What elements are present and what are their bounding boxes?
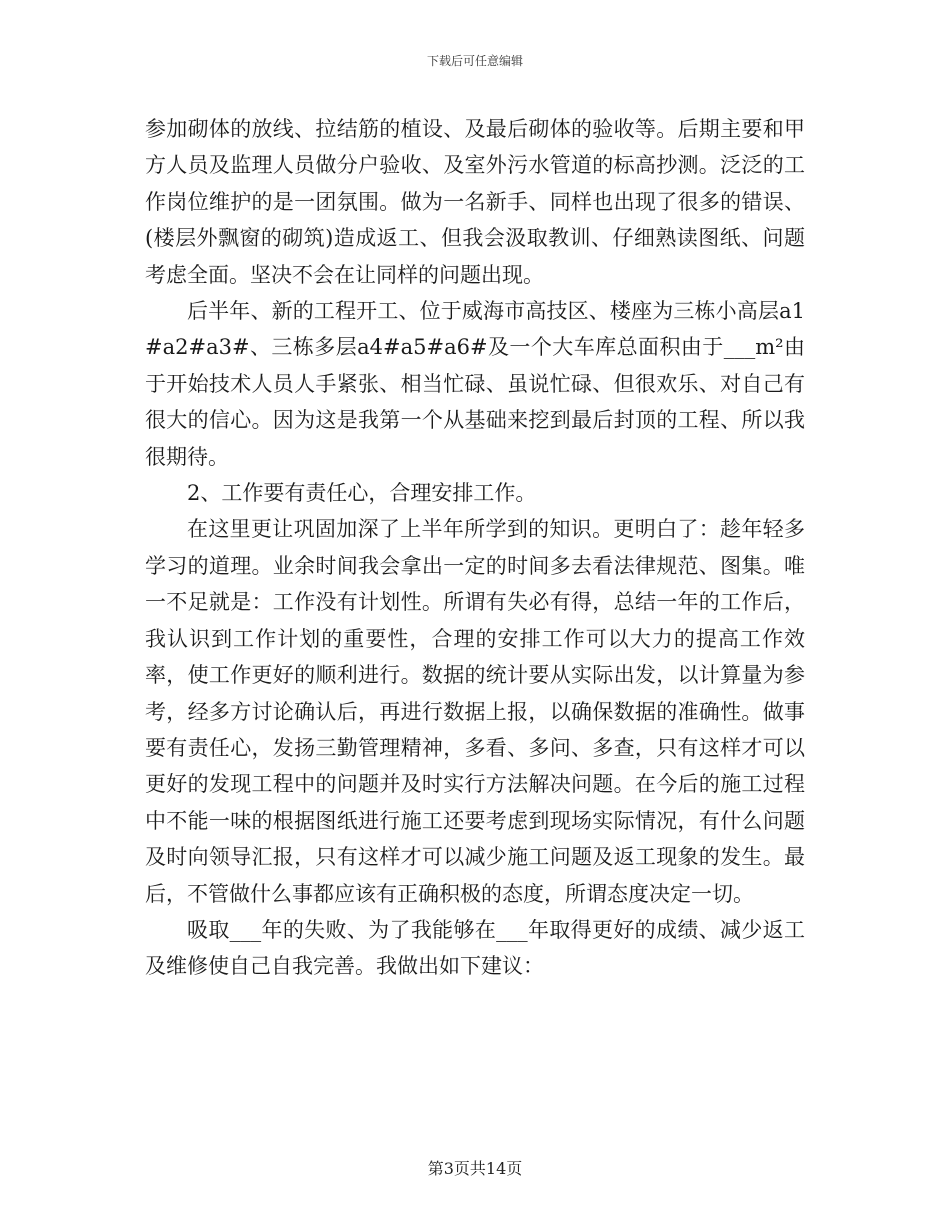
paragraph-3: 在这里更让巩固加深了上半年所学到的知识。更明白了：趁年轻多学习的道理。业余时间我会拿出一定的时间多去看法律规范、图集。唯一不足就是：工作没有计划性。所谓有失必有得，总结一年的工作后，我认识到工作计划的重要性，合理的安排工作可以大力的提高工作效率，使工作更好的顺利进行。数据的统计要从实际出发，以计算量为参考，经多方讨论确认后，再进行数据上报，以确保数据的准确性。做事要有责任心，发扬三勤管理精神，多看、多问、多查，只有这样才可以更好的发现工程中的问题并及时实行方法解决问题。在今后的施工过程中不能一味的根据图纸进行施工还要考虑到现场实际情况，有什么问题及时向领导汇报，只有这样才可以减少施工问题及返工现象的发生。最后，不管做什么事都应该有正确积极的态度，所谓态度决定一切。 <box>145 517 805 906</box>
paragraph-2: 后半年、新的工程开工、位于威海市高技区、楼座为三栋小高层a1#a2#a3#、三栋多层a4#a5#a6#及一个大车库总面积由于___m²由于开始技术人员人手紧张、相当忙碌、虽说忙碌、但很欢乐、对自己有很大的信心。因为这是我第一个从基础来挖到最后封顶的工程、所以我很期待。 <box>145 299 805 469</box>
paragraph-1: 参加砌体的放线、拉结筋的植设、及最后砌体的验收等。后期主要和甲方人员及监理人员做分户验收、及室外污水管道的标高抄测。泛泛的工作岗位维护的是一团氛围。做为一名新手、同样也出现了很多的错误、(楼层外飘窗的砌筑)造成返工、但我会汲取教训、仔细熟读图纸、问题考虑全面。坚决不会在让同样的问题出现。 <box>145 117 805 287</box>
paragraph-4: 吸取___年的失败、为了我能够在___年取得更好的成绩、减少返工及维修使自己自我完善。我做出如下建议： <box>145 917 805 979</box>
document-body <box>145 111 805 985</box>
page-number: 第3页共14页 <box>427 1159 523 1178</box>
page-header: 下载后可任意编辑 <box>426 54 523 68</box>
section-heading: 2、工作要有责任心，合理安排工作。 <box>187 481 537 506</box>
